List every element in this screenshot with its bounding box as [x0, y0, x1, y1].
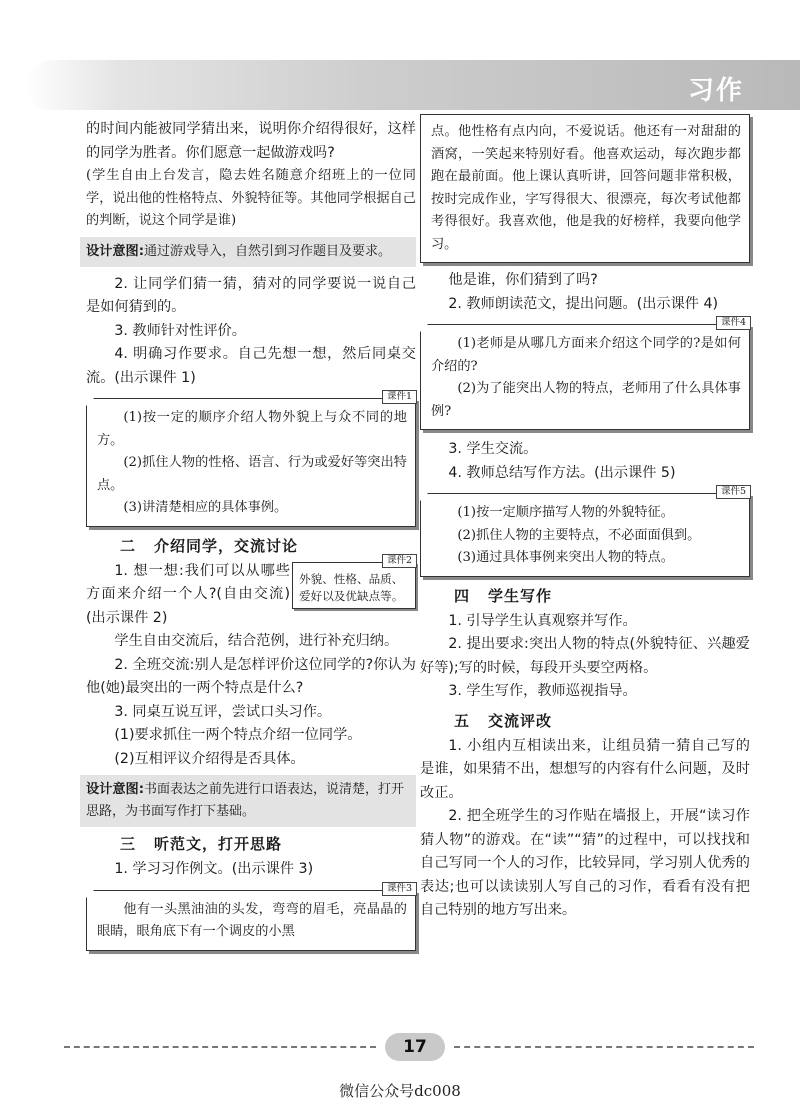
courseware-tag: 课件4 [716, 316, 751, 330]
courseware-box-2 [292, 554, 416, 609]
design-intent [80, 237, 416, 267]
courseware-tag: 课件1 [382, 390, 417, 404]
section-number: 五 [454, 711, 471, 730]
section-number: 三 [120, 835, 137, 853]
paragraph: 2. 把全班学生的习作贴在墙报上，开展“读习作猜人物”的游戏。在“读”“猜”的过程中，可以找找和自己写同一个人的习作，比较异同，学习别人优秀的表达;也可以读读别人写自己的习作，看看有没有把自己特别的地方写出来。 [420, 808, 750, 918]
right-column [420, 118, 750, 923]
design-intent-text: 书面表达之前先进行口语表达，说清楚，打开思路，为书面写作打下基础。 [86, 782, 405, 819]
paragraph: 1. 学习习作例文。(出示课件 3) [114, 861, 314, 877]
box-line: (3)讲清楚相应的具体事例。 [123, 500, 288, 515]
paragraph: (1)要求抓住一两个特点介绍一位同学。 [114, 727, 362, 743]
page-title: 习作 [687, 76, 744, 106]
paragraph: 2. 提出要求:突出人物的特点(外貌特征、兴趣爱好等);写的时候，每段开头要空两格。 [420, 636, 750, 676]
paragraph: 3. 同桌互说互评，尝试口头习作。 [114, 703, 332, 720]
section-heading-2 [86, 535, 416, 556]
paragraph: 他是谁，你们猜到了吗? [448, 272, 598, 288]
courseware-tag: 课件3 [382, 882, 417, 896]
paragraph: 学生自由交流后，结合范例，进行补充归纳。 [114, 633, 399, 649]
design-intent-label: 设计意图: [86, 243, 145, 259]
box-line: (1)老师是从哪几方面来介绍这个同学的?是如何介绍的? [431, 336, 741, 374]
design-intent-label: 设计意图: [86, 782, 145, 797]
section-heading-3 [86, 833, 416, 854]
corner-fold [419, 323, 429, 333]
design-intent-text: 通过游戏导入，自然引到习作题目及要求。 [144, 243, 392, 259]
box-line: (1)按一定的顺序介绍人物外貌上与众不同的地方。 [97, 410, 407, 448]
courseware-box-4 [420, 317, 750, 430]
paragraph: 4. 教师总结写作方法。(出示课件 5) [448, 464, 676, 481]
box-line: (1)按一定顺序描写人物的外貌特征。 [457, 505, 674, 520]
box-line: (2)抓住人物的性格、语言、行为或爱好等突出特点。 [97, 455, 407, 493]
courseware-tag: 课件2 [382, 554, 417, 568]
paragraph: 1. 小组内互相读出来，让组员猜一猜自己写的是谁，如果猜不出，想想写的内容有什么问题，及时改正。 [420, 737, 750, 801]
paragraph: 1. 想一想:我们可以从哪些方面来介绍一个人?(自由交流)(出示课件 2) [86, 562, 290, 626]
corner-fold [85, 889, 95, 899]
section-title: 交流评改 [488, 711, 553, 730]
box-line: (2)为了能突出人物的特点，老师用了什么具体事例? [431, 381, 741, 419]
courseware-box-3 [86, 882, 416, 951]
paragraph: (2)互相评议介绍得是否具体。 [114, 750, 305, 767]
left-column [86, 118, 416, 959]
design-intent [80, 775, 416, 827]
paragraph: 3. 学生写作，教师巡视指导。 [448, 683, 637, 699]
paragraph: 3. 学生交流。 [448, 441, 538, 457]
corner-fold [419, 492, 429, 502]
courseware-tag: 课件5 [716, 485, 751, 499]
footer-divider-right [454, 1046, 754, 1048]
paragraph: 1. 引导学生认真观察并写作。 [448, 612, 637, 629]
watermark-text: 微信公众号dc008 [339, 1082, 461, 1100]
header-band [26, 60, 800, 110]
paragraph: 2. 全班交流:别人是怎样评价这位同学的?你认为他(她)最突出的一两个特点是什么? [86, 656, 416, 696]
section-heading-5 [420, 710, 750, 731]
courseware-box-1 [86, 391, 416, 527]
section-title: 学生写作 [488, 586, 553, 605]
paragraph: 3. 教师针对性评价。 [114, 322, 246, 339]
box-line: 他有一头黑油油的头发，弯弯的眉毛，亮晶晶的眼睛，眼角底下有一个调皮的小黑 [97, 901, 407, 939]
section-heading-4 [420, 585, 750, 606]
box-line: (3)通过具体事例来突出人物的特点。 [457, 550, 674, 565]
courseware-box-3-continued [420, 114, 750, 263]
section-title: 听范文，打开思路 [154, 835, 283, 853]
paragraph: (学生自由上台发言，隐去姓名随意介绍班上的一位同学，说出他的性格特点、外貌特征等。其他同学根据自己的判断，说这个同学是谁) [86, 168, 416, 228]
box-line: (2)抓住人物的主要特点，不必面面俱到。 [457, 527, 701, 543]
courseware-box-5 [420, 486, 750, 577]
section-title: 介绍同学，交流讨论 [154, 536, 299, 555]
paragraph: 2. 让同学们猜一猜，猜对的同学要说一说自己是如何猜到的。 [86, 275, 416, 315]
paragraph: 4. 明确习作要求。自己先想一想，然后同桌交流。(出示课件 1) [86, 346, 416, 386]
paragraph: 2. 教师朗读范文，提出问题。(出示课件 4) [448, 295, 719, 312]
section-number: 二 [120, 536, 137, 555]
box-text: 外貌、性格、品质、爱好以及优缺点等。 [299, 571, 404, 603]
section-number: 四 [454, 586, 471, 605]
float-wrap [86, 554, 416, 631]
footer-divider-left [64, 1046, 376, 1048]
corner-fold [85, 397, 95, 407]
paragraph: 的时间内能被同学猜出来，说明你介绍得很好，这样的同学为胜者。你们愿意一起做游戏吗? [86, 121, 416, 161]
box-line: 点。他性格有点内向，不爱说话。他还有一对甜甜的酒窝，一笑起来特别好看。他喜欢运动，每次跑步都跑在最前面。他上课认真听讲，回答问题非常积极，按时完成作业，字写得很大、很漂亮，每次考试他都考得很好。我喜欢他，他是我的好榜样，我要向他学习。 [431, 124, 741, 252]
page-number: 17 [385, 1033, 445, 1061]
